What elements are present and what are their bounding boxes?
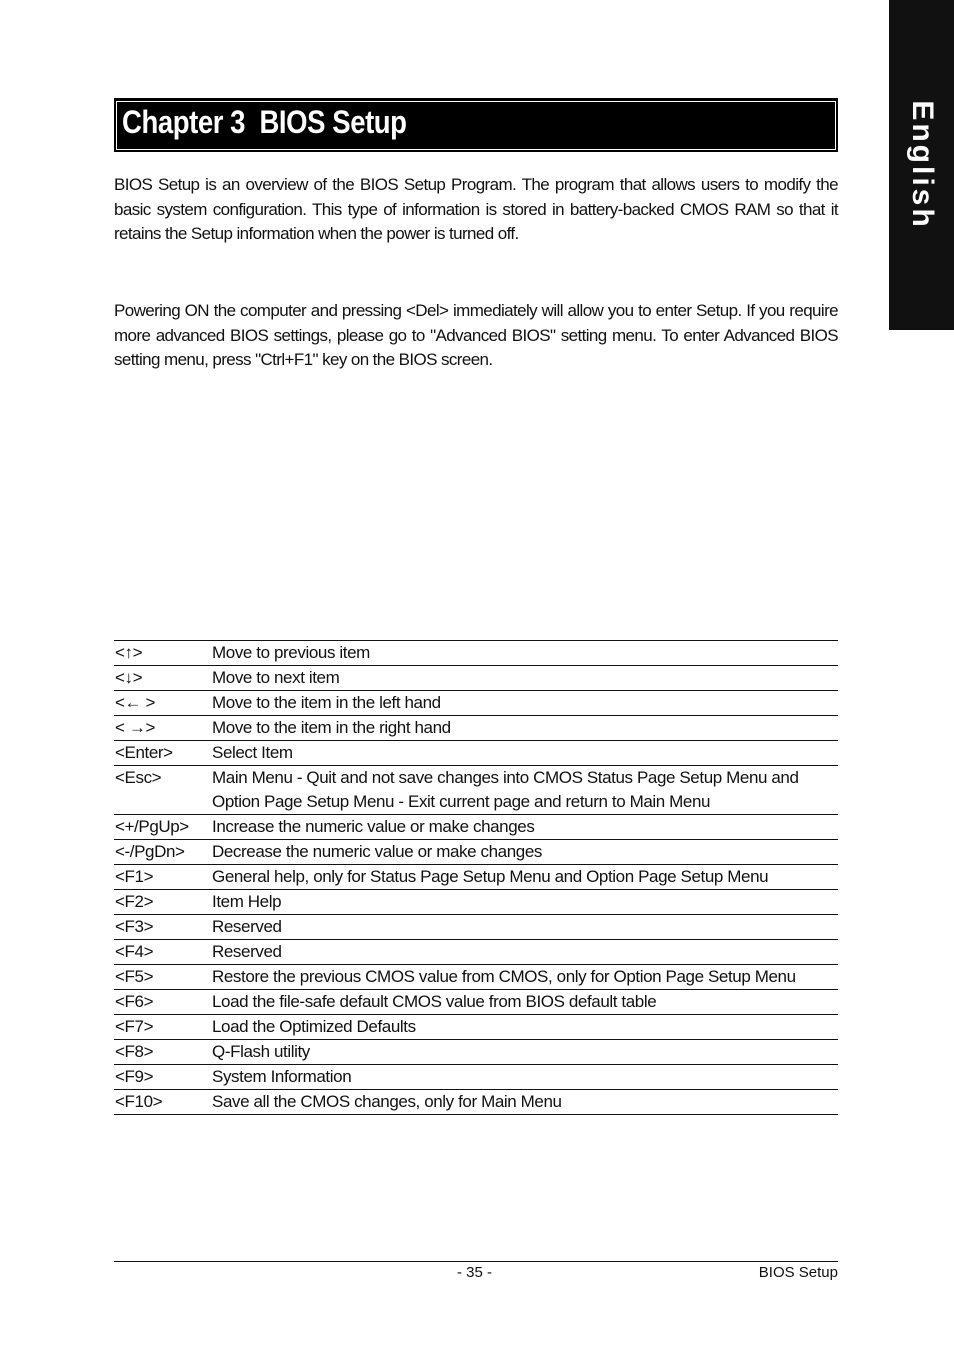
chapter-title: Chapter 3 BIOS Setup [122, 104, 407, 140]
key-description: Save all the CMOS changes, only for Main Menu [212, 1090, 838, 1115]
page-number: - 35 - [457, 1264, 493, 1281]
footer-section-title: BIOS Setup [758, 1264, 838, 1281]
key-name: <↓> [114, 666, 212, 691]
key-name: <F6> [114, 990, 212, 1015]
key-name: <F5> [114, 965, 212, 990]
key-description: Increase the numeric value or make changes [212, 815, 838, 840]
key-name: <↑> [114, 641, 212, 666]
key-row [114, 1015, 838, 1040]
key-row [114, 915, 838, 940]
key-row [114, 965, 838, 990]
key-name: <F9> [114, 1065, 212, 1090]
key-row [114, 890, 838, 915]
enter-setup-paragraph: Powering ON the computer and pressing <Del> immediately will allow you to enter Setup. If you require more advanced BIOS settings, please go to "Advanced BIOS" setting menu. To enter Advanced BIOS setting menu, press "Ctrl+F1" key on the BIOS screen. [114, 301, 838, 369]
key-row [114, 691, 838, 716]
key-row [114, 666, 838, 691]
key-name: <F2> [114, 890, 212, 915]
key-description: Reserved [212, 940, 838, 965]
key-description: Q-Flash utility [212, 1040, 838, 1065]
language-tab-label: English [905, 100, 939, 230]
key-description: Move to previous item [212, 641, 838, 666]
key-name: <F7> [114, 1015, 212, 1040]
key-row [114, 641, 838, 666]
key-row [114, 716, 838, 741]
key-name: <Esc> [114, 766, 212, 815]
key-description: General help, only for Status Page Setup Menu and Option Page Setup Menu [212, 865, 838, 890]
intro-paragraph: BIOS Setup is an overview of the BIOS Setup Program. The program that allows users to modify the basic system configuration. This type of information is stored in battery-backed CMOS RAM so that it retains the Setup information when the power is turned off. [114, 175, 838, 243]
key-description: Select Item [212, 741, 838, 766]
key-name: <F4> [114, 940, 212, 965]
key-row [114, 1040, 838, 1065]
key-name: <+/PgUp> [114, 815, 212, 840]
key-name: <F10> [114, 1090, 212, 1115]
key-description: Load the Optimized Defaults [212, 1015, 838, 1040]
key-name: < →> [114, 716, 212, 741]
key-reference-table [114, 640, 838, 1115]
key-row [114, 865, 838, 890]
footer-divider [114, 1261, 838, 1262]
key-description: Decrease the numeric value or make changes [212, 840, 838, 865]
key-row [114, 1065, 838, 1090]
key-description: System Information [212, 1065, 838, 1090]
key-name: <← > [114, 691, 212, 716]
key-description: Move to the item in the left hand [212, 691, 838, 716]
key-name: <-/PgDn> [114, 840, 212, 865]
key-row [114, 940, 838, 965]
key-description: Move to next item [212, 666, 838, 691]
key-description: Load the file-safe default CMOS value from BIOS default table [212, 990, 838, 1015]
key-description: Reserved [212, 915, 838, 940]
key-row [114, 990, 838, 1015]
key-row [114, 815, 838, 840]
key-description: Move to the item in the right hand [212, 716, 838, 741]
key-description: Main Menu - Quit and not save changes into CMOS Status Page Setup Menu and Option Page Setup Menu - Exit current page and return to Main Menu [212, 766, 838, 815]
key-name: <F3> [114, 915, 212, 940]
key-row [114, 840, 838, 865]
key-row [114, 766, 838, 815]
key-name: <F8> [114, 1040, 212, 1065]
key-row [114, 741, 838, 766]
key-description: Item Help [212, 890, 838, 915]
key-description: Restore the previous CMOS value from CMOS, only for Option Page Setup Menu [212, 965, 838, 990]
key-name: <Enter> [114, 741, 212, 766]
key-name: <F1> [114, 865, 212, 890]
language-tab [889, 0, 954, 330]
key-row [114, 1090, 838, 1115]
chapter-header [114, 98, 838, 152]
